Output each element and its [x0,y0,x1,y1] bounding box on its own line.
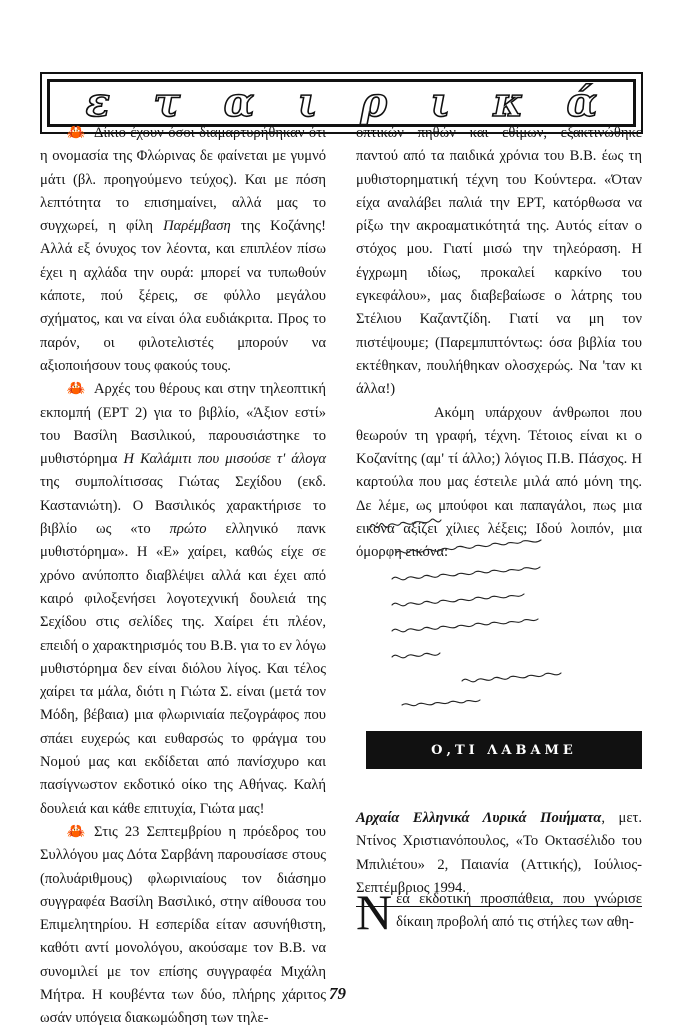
crab-icon: 🦀 [66,381,86,398]
section-banner-black: Ο,ΤΙ ΛΑΒΑΜΕ [366,731,642,769]
paragraph-text: Ακόμη υπάρχουν άνθρωποι που θεωρούν τη γραφή, τέχνη. Τέτοιος είναι κι ο Κοζανίτης (αμ' τί άλλο;) λόγιος Π.Β. Πάσχος. Η καρτούλα που μας έστειλε μιλά από μόνη της. Δε λέμε, ως μπούφοι και παπαγάλοι, πως μια εικόνα αξίζει χίλιες λέξεις; Ιδού λοιπόν, μια όμορφη εικόνα: [356,404,642,561]
banner-letter: α [223,79,255,126]
paragraph-text: Δίκιο έχουν όσοι διαμαρτυρήθηκαν ότι η ονομασία της Φλώρινας δε φαίνεται με γυμνό μάτι (βλ. προηγούμενο τεύχος). Και με πόση λεπτότητα το επισημαίνει, αλλά μας το συγχωρεί, η φίλη [40,125,326,235]
paragraph-text: Αρχές του θέρους και στην τηλεοπτική εκπομπή (ΕΡΤ 2) για το βιβλίο, «Άξιον εστί» του Βασίλη Βασιλικού, παρουσιάστηκε το μυθιστόρημα [40,381,326,468]
banner-letter: ρ [360,79,388,126]
crab-icon: 🦀 [66,823,86,840]
closing-paragraph [356,884,642,940]
paragraph [40,122,326,378]
book-title: Αρχαία Ελληνικά Λυρικά Ποιήματα [356,810,602,826]
left-column [40,122,326,1031]
paragraph-text: ελληνικό πανκ μυθιστόρημα». Η «Ε» χαίρει, καθώς είχε σε χρόνο ανύποπτο διαβλέψει αλλά και έχει από καιρό φιλοξενήσει λογοτεχνική δουλειά της Σεχίδου στις σελίδες της. Χαίρει έτι πλέον, επειδή ο χαρακτηρισμός του Β.Β. για το εν λόγω μυθιστόρημα δεν είναι διόλου λίγος. Και τέλος χαίρει τα μάλα, διότι η Γιώτα Σ. είναι (μετά τον Μόδη, βέβαια) μια φλωρινιαία πεζογράφος που σπάει ευχερώς και ευθαρσώς το φράγμα του Νομού μας και εκδίδεται από πανίσχυρο και πασίγνωστον εκδοτικό οίκο της Αθήνας. Καλή δουλειά και κάθε επιτυχία, Γιώτα μας! [40,521,326,817]
banner-letter: κ [493,79,524,126]
section-header-inner-frame [47,79,636,127]
italic-text: Παρέμβαση [163,218,231,235]
banner-letter: τ [153,79,181,126]
banner-letter: ε [85,79,110,126]
paragraph: οπτικών πηθών και εθίμων, εξακτινώθηκε παντού από τα παιδικά χρόνια του Β.Β. έως τη μυθιστορηματική τέχνη του Κούντερα. «Όταν είχα αναλάβει παλιά την ΕΡΤ, κατόρθωσα να ρίξω την ακροαματικότητά της. Αυτός είταν ο στόχος μου. Γιατί μισώ την τηλεόραση. Η έγχρωμη ιδίως, προκαλεί καρκίνο του εγκεφάλου», μας διαβεβαίωσε ο λάτρης του Στέλιου Καζαντζίδη. Γιατί να μη τον πιστέψουμε; (Παρεμπιπτόντως: όσα βιβλία του εκτέθηκαν, πουλήθηκαν ολοσχερώς. Να 'ταν κι άλλα!) [356,125,642,398]
handwritten-card-image [362,513,638,713]
crab-icon: 🦀 [66,125,86,141]
handwriting-scribble [362,513,638,713]
paragraph-text: της συμπολίτισσας Γιώτας Σεχίδου (εκδ. Καστανιώτη). Ο Βασιλικός χαρακτήρισε το βιβλίο ως «το [40,474,326,538]
banner-letter: ι [297,79,318,126]
paragraph [40,378,326,821]
right-column [356,122,642,565]
italic-text: πρώτο [169,521,207,538]
page-number: 79 [329,984,346,1003]
paragraph-text: Στις 23 Σεπτεμβρίου η πρόεδρος του Συλλόγου μας Δότα Σαρβάνη παρουσίασε στους (πολυάριθμους) φλωρινιαίους τον διάσημο συγγραφέα Βασίλη Βασιλικό, στην αίθουσα του Επιμελητηρίου. Η εσπερίδα είταν ασυνήθιστη, καθότι αντί μονολόγου, ακούσαμε τον Β.Β. να συνομιλεί με τον επίσης συγγραφέα Μιχάλη Μήτρα. Η κουβέντα των δύο, πλήρης χάριτος ωσάν υπόγεια διακωμώδηση των τηλε- [40,823,326,1027]
italic-text: Η Καλάμιτι που μισούσε τ' άλογα [123,451,326,468]
book-details: , μετ. Ντίνος Χριστιανόπουλος, «Το Οκτασέλιδο του Μπιλιέτου» 2, Παιανία (Αττικής), Ιούλιος-Σεπτέμβριος 1994. [356,810,642,896]
banner-letter: ά [566,79,598,126]
closing-text: έα εκδοτική προσπάθεια, που γνώρισε δίκαιη προβολή από τις στήλες των αθη- [396,891,642,931]
drop-cap-letter: Ν [356,884,393,940]
paragraph-text: της Κοζάνης! Αλλά εξ όνυχος τον λέοντα, και επιπλέον πίσω έχει η αχλάδα την ουρά: μπορεί να τυπωθούν κάποτε, πού ξέρεις, σε φύλλο μεγάλου σχήματος, και να είναι όλα ευδιάκριτα. Προς το παρόν, οι φιλοτελιστές μπορούν να αξιοποιήσουν τους φακούς τους. [40,218,327,374]
banner-letter: ι [430,79,450,126]
